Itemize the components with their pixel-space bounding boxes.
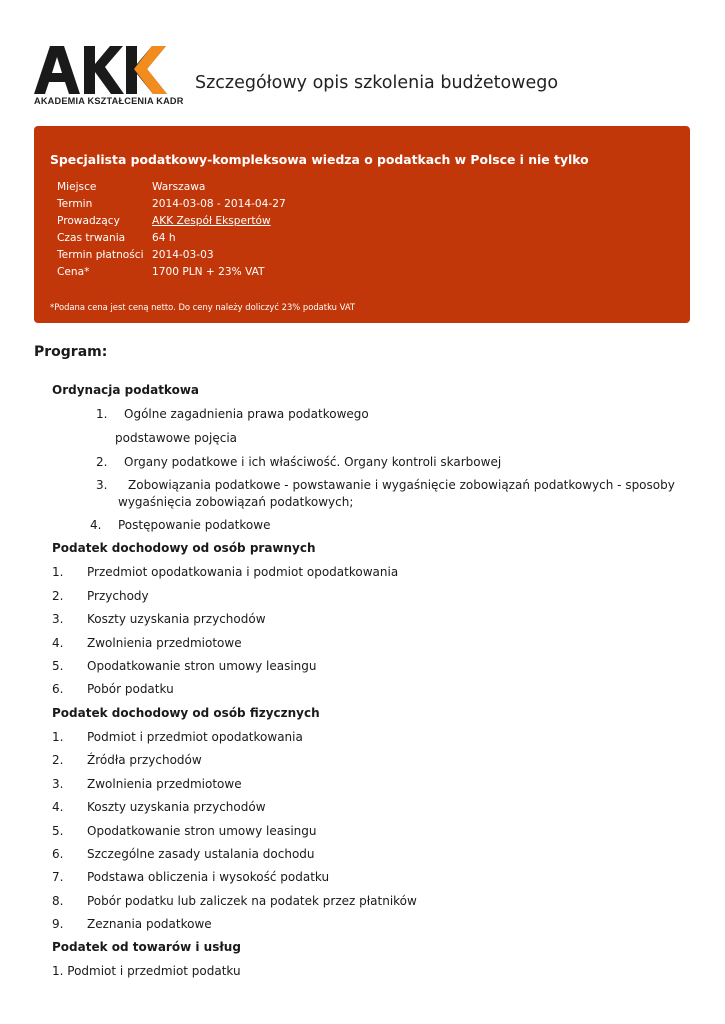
section-title: Podatek dochodowy od osób prawnych: [52, 541, 316, 555]
section-title: Ordynacja podatkowa: [52, 383, 200, 397]
course-title: Specjalista podatkowy-kompleksowa wiedza o podatkach w Polsce i nie tylko: [50, 152, 589, 167]
course-banner: [34, 126, 690, 323]
list-item: 1. Podmiot i przedmiot podatku: [52, 964, 241, 978]
section-title: Podatek od towarów i usług: [52, 940, 241, 954]
program-heading: Program:: [34, 344, 108, 360]
company-logo: [34, 44, 184, 114]
detail-value: 64 h: [152, 232, 176, 244]
list-item-continuation: wygaśnięcia zobowiązań podatkowych;: [118, 495, 354, 509]
price-footnote: *Podana cena jest ceną netto. Do ceny należy doliczyć 23% podatku VAT: [50, 302, 356, 312]
instructor-link[interactable]: AKK Zespół Ekspertów: [152, 215, 271, 227]
list-subitem: podstawowe pojęcia: [115, 431, 238, 445]
detail-label: Czas trwania: [57, 232, 126, 244]
logo-text: AKADEMIA KSZTAŁCENIA KADR: [34, 96, 184, 106]
detail-label: Prowadzący: [57, 215, 120, 227]
document-title: Szczegółowy opis szkolenia budżetowego: [195, 73, 559, 93]
detail-label: Miejsce: [57, 181, 97, 193]
detail-label: Termin: [57, 198, 93, 210]
section-title: Podatek dochodowy od osób fizycznych: [52, 706, 320, 720]
detail-value: 2014-03-08 - 2014-04-27: [152, 198, 286, 210]
akk-logo-mark: [34, 44, 172, 94]
detail-value: 1700 PLN + 23% VAT: [152, 266, 265, 278]
detail-value: 2014-03-03: [152, 249, 214, 261]
detail-label: Cena*: [57, 266, 90, 278]
detail-value: Warszawa: [152, 181, 206, 193]
detail-label: Termin płatności: [57, 249, 144, 261]
